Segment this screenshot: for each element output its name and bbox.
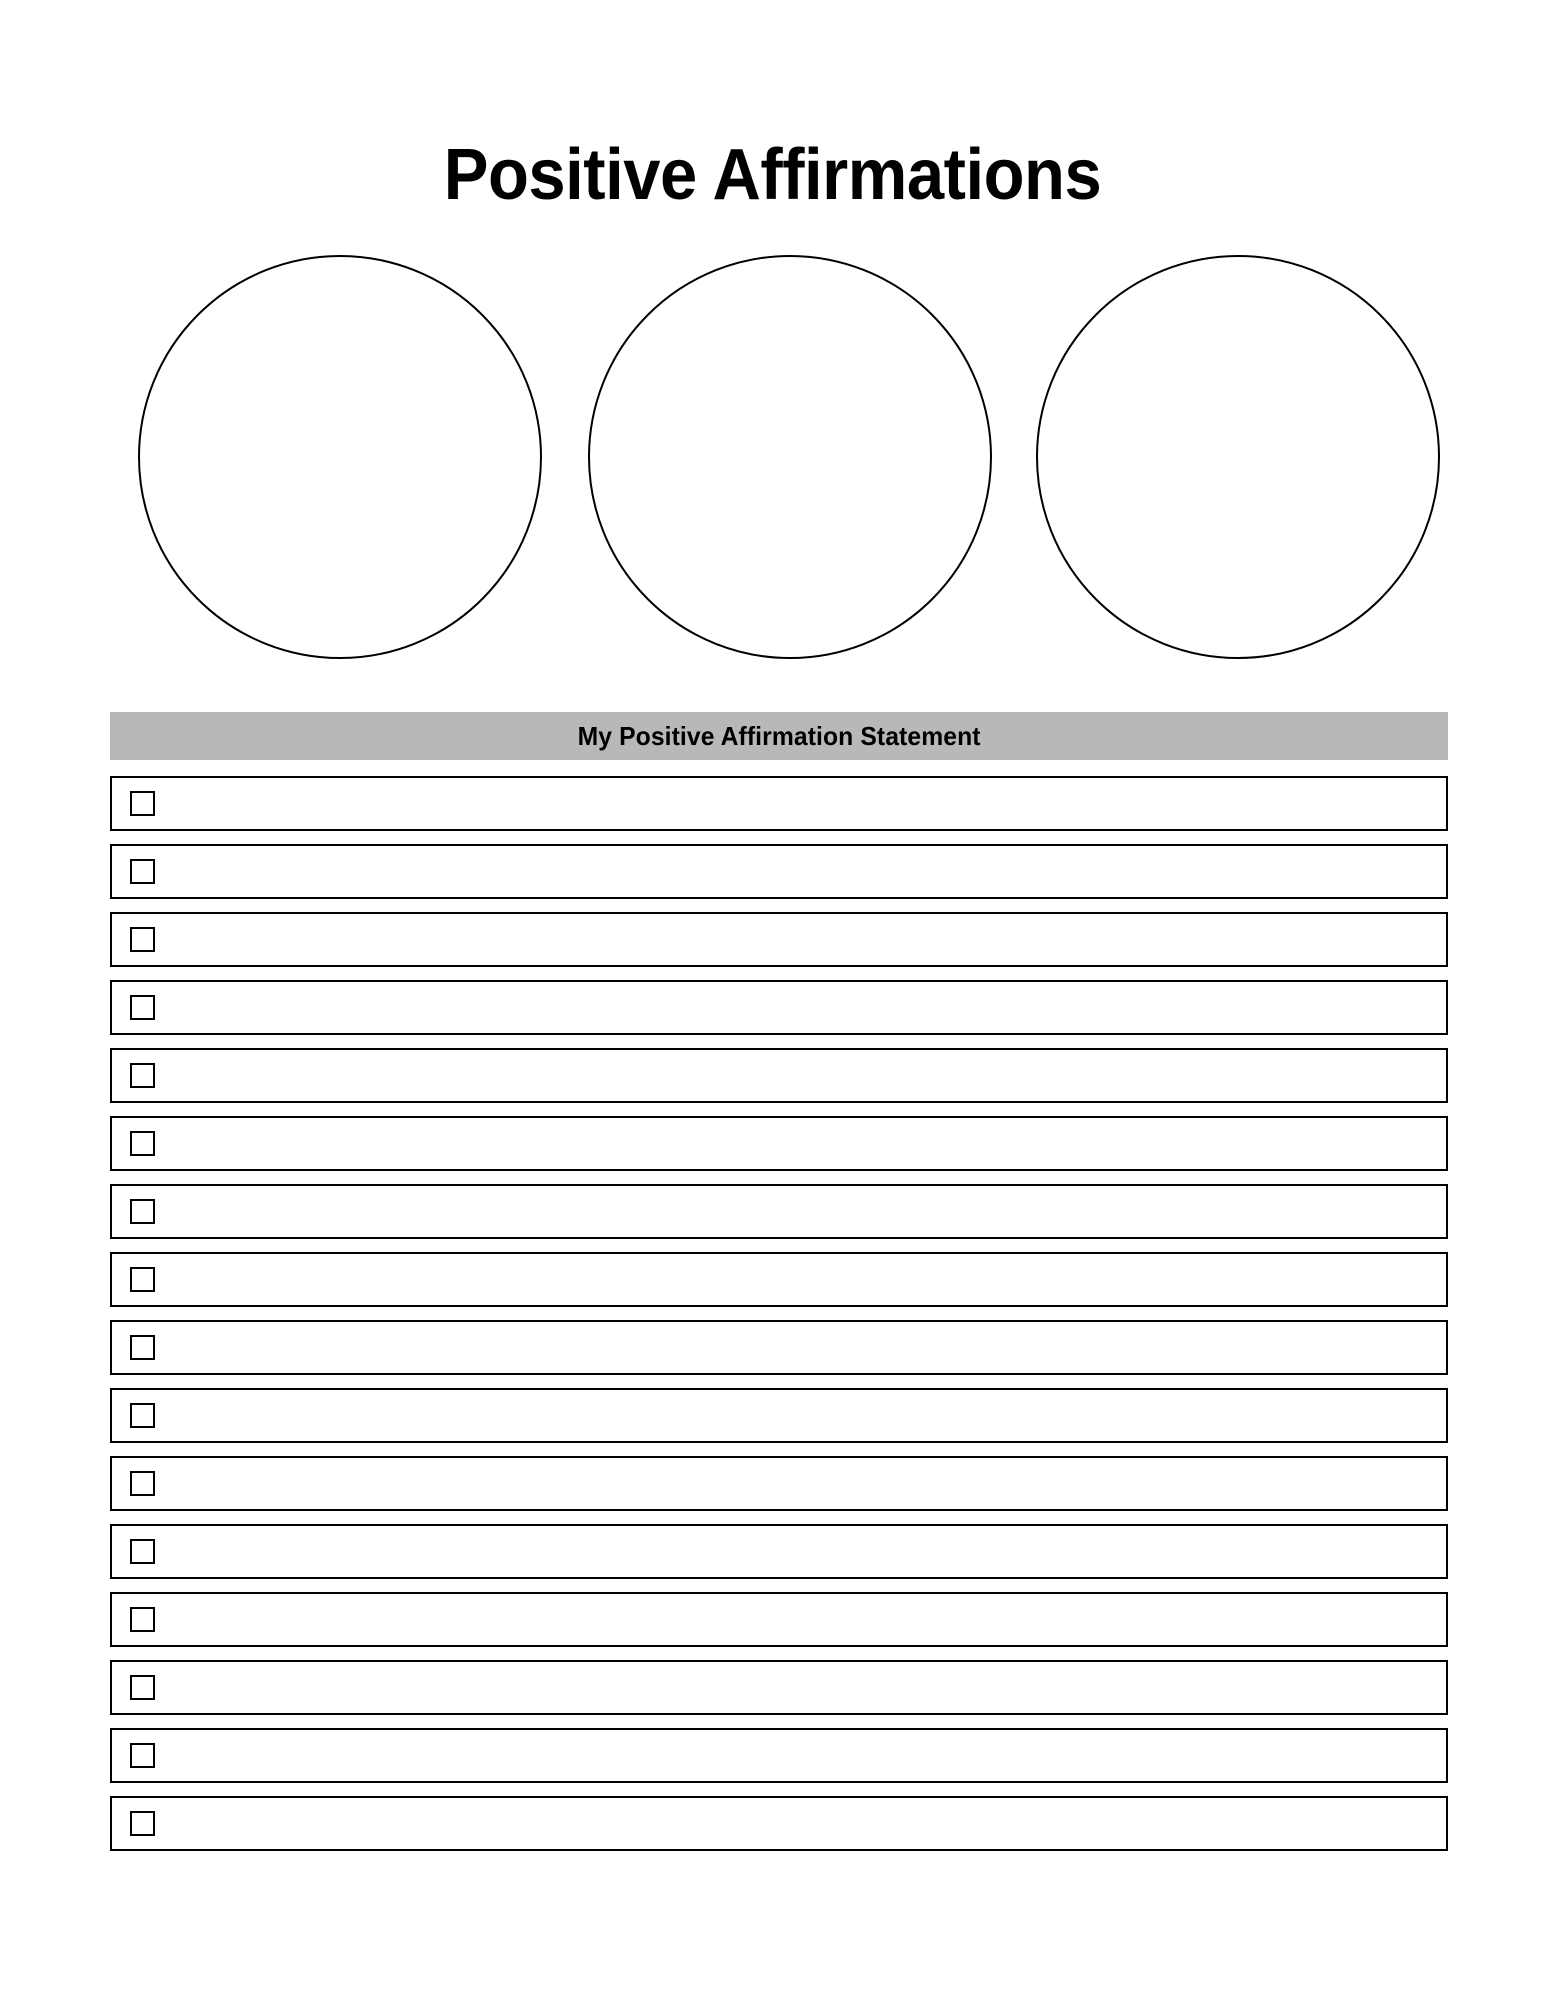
- table-row[interactable]: [110, 1116, 1448, 1171]
- affirmation-circle-3[interactable]: [1036, 255, 1440, 659]
- table-row[interactable]: [110, 1184, 1448, 1239]
- affirmation-text-input[interactable]: [155, 1730, 1446, 1781]
- checkbox-icon[interactable]: [130, 1811, 155, 1836]
- table-row[interactable]: [110, 1048, 1448, 1103]
- table-rows: [110, 776, 1448, 1851]
- affirmation-text-input[interactable]: [155, 1458, 1446, 1509]
- affirmation-text-input[interactable]: [155, 1662, 1446, 1713]
- affirmation-text-input[interactable]: [155, 1594, 1446, 1645]
- circles-section: [138, 255, 1440, 667]
- table-row[interactable]: [110, 1456, 1448, 1511]
- table-header-label: My Positive Affirmation Statement: [577, 721, 981, 751]
- table-row[interactable]: [110, 912, 1448, 967]
- checkbox-icon[interactable]: [130, 995, 155, 1020]
- affirmation-text-input[interactable]: [155, 1798, 1446, 1849]
- table-row[interactable]: [110, 1524, 1448, 1579]
- affirmation-text-input[interactable]: [155, 1322, 1446, 1373]
- checkbox-icon[interactable]: [130, 1539, 155, 1564]
- affirmation-text-input[interactable]: [155, 1254, 1446, 1305]
- affirmation-statement-table: [110, 712, 1448, 1851]
- affirmation-text-input[interactable]: [155, 1526, 1446, 1577]
- affirmation-text-input[interactable]: [155, 846, 1446, 897]
- checkbox-icon[interactable]: [130, 1607, 155, 1632]
- table-row[interactable]: [110, 1728, 1448, 1783]
- checkbox-icon[interactable]: [130, 1131, 155, 1156]
- affirmation-circle-2[interactable]: [588, 255, 992, 659]
- checkbox-icon[interactable]: [130, 1675, 155, 1700]
- table-row[interactable]: [110, 1592, 1448, 1647]
- affirmation-text-input[interactable]: [155, 1186, 1446, 1237]
- checkbox-icon[interactable]: [130, 1471, 155, 1496]
- table-row[interactable]: [110, 1796, 1448, 1851]
- table-row[interactable]: [110, 1388, 1448, 1443]
- table-header: [110, 712, 1448, 760]
- affirmation-text-input[interactable]: [155, 1390, 1446, 1441]
- table-row[interactable]: [110, 776, 1448, 831]
- affirmation-text-input[interactable]: [155, 778, 1446, 829]
- checkbox-icon[interactable]: [130, 1199, 155, 1224]
- checkbox-icon[interactable]: [130, 1063, 155, 1088]
- checkbox-icon[interactable]: [130, 791, 155, 816]
- table-row[interactable]: [110, 1252, 1448, 1307]
- checkbox-icon[interactable]: [130, 1403, 155, 1428]
- table-row[interactable]: [110, 844, 1448, 899]
- checkbox-icon[interactable]: [130, 1267, 155, 1292]
- table-row[interactable]: [110, 980, 1448, 1035]
- table-row[interactable]: [110, 1660, 1448, 1715]
- checkbox-icon[interactable]: [130, 859, 155, 884]
- affirmation-text-input[interactable]: [155, 982, 1446, 1033]
- affirmation-text-input[interactable]: [155, 1050, 1446, 1101]
- affirmation-circle-1[interactable]: [138, 255, 542, 659]
- page-title: Positive Affirmations: [443, 135, 1102, 216]
- affirmation-text-input[interactable]: [155, 1118, 1446, 1169]
- checkbox-icon[interactable]: [130, 1335, 155, 1360]
- table-row[interactable]: [110, 1320, 1448, 1375]
- checkbox-icon[interactable]: [130, 1743, 155, 1768]
- affirmation-text-input[interactable]: [155, 914, 1446, 965]
- checkbox-icon[interactable]: [130, 927, 155, 952]
